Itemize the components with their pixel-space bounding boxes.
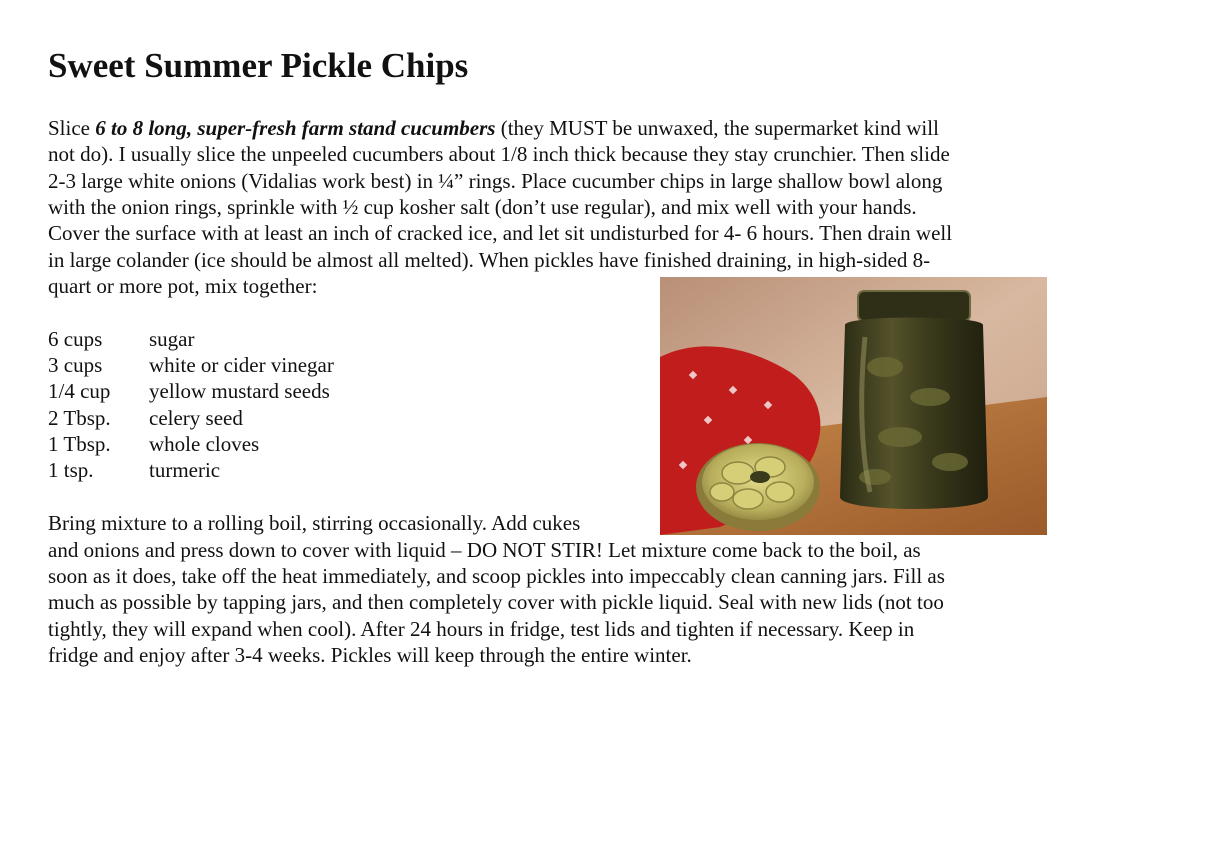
method-line-1: Bring mixture to a rolling boil, stirring occasionally. Add cukes (48, 510, 581, 535)
ingredient-qty: 6 cups (48, 327, 103, 351)
ingredient-item: turmeric (149, 457, 221, 482)
recipe-title: Sweet Summer Pickle Chips (48, 46, 469, 85)
ingredient-qty: 2 Tbsp. (48, 405, 111, 430)
intro-line-5: Cover the surface with at least an inch of cracked ice, and let sit undisturbed for 4- 6 hours. Then drain well (48, 221, 953, 245)
ingredient-row (48, 326, 334, 352)
method-line-5: tightly, they will expand when cool). After 24 hours in fridge, test lids and tighten if necessary. Keep in (48, 616, 915, 641)
intro-line-4: with the onion rings, sprinkle with ½ cup kosher salt (don’t use regular), and mix well with your hands. (48, 195, 917, 219)
intro-text: Slice (48, 116, 96, 140)
ingredient-item: sugar (149, 327, 195, 351)
ingredient-qty: 3 cups (48, 353, 103, 378)
ingredient-qty: 1 Tbsp. (48, 431, 111, 456)
ingredient-row (48, 378, 334, 404)
cucumber-emphasis: 6 to 8 long, super-fresh farm stand cucumbers (95, 116, 496, 140)
ingredient-qty: 1 tsp. (48, 457, 94, 482)
ingredient-row (48, 405, 334, 431)
method-line-6: fridge and enjoy after 3-4 weeks. Pickles will keep through the entire winter. (48, 642, 692, 667)
method-line-3: soon as it does, take off the heat immediately, and scoop pickles into impeccably clean canning jars. Fill as (48, 563, 945, 588)
intro-line-3: 2-3 large white onions (Vidalias work best) in ¼” rings. Place cucumber chips in large shallow bowl along (48, 168, 943, 193)
pickle-jar-photo (660, 277, 1047, 535)
method-line-2: and onions and press down to cover with liquid – DO NOT STIR! Let mixture come back to the boil, as (48, 537, 921, 562)
intro-line-6: in large colander (ice should be almost all melted). When pickles have finished draining, in high-sided 8- (48, 247, 931, 272)
ingredient-list (48, 326, 334, 483)
ingredient-item: white or cider vinegar (149, 353, 334, 378)
intro-text: (they MUST be unwaxed, the supermarket kind will (495, 116, 939, 140)
intro-line-7: quart or more pot, mix together: (48, 274, 318, 298)
intro-line-2: not do). I usually slice the unpeeled cucumbers about 1/8 inch thick because they stay crunchier. Then slide (48, 142, 950, 166)
ingredient-qty: 1/4 cup (48, 379, 111, 404)
jar-neck (858, 291, 970, 321)
ingredient-item: celery seed (149, 405, 243, 430)
ingredient-row (48, 352, 334, 378)
ingredient-row (48, 431, 334, 457)
method-line-4: much as possible by tapping jars, and then completely cover with pickle liquid. Seal with new lids (not too (48, 590, 944, 614)
clove-cluster (750, 471, 770, 483)
intro-line-1 (48, 115, 939, 141)
ingredient-row (48, 457, 334, 483)
ingredient-item: whole cloves (149, 431, 260, 456)
ingredient-item: yellow mustard seeds (149, 379, 330, 404)
